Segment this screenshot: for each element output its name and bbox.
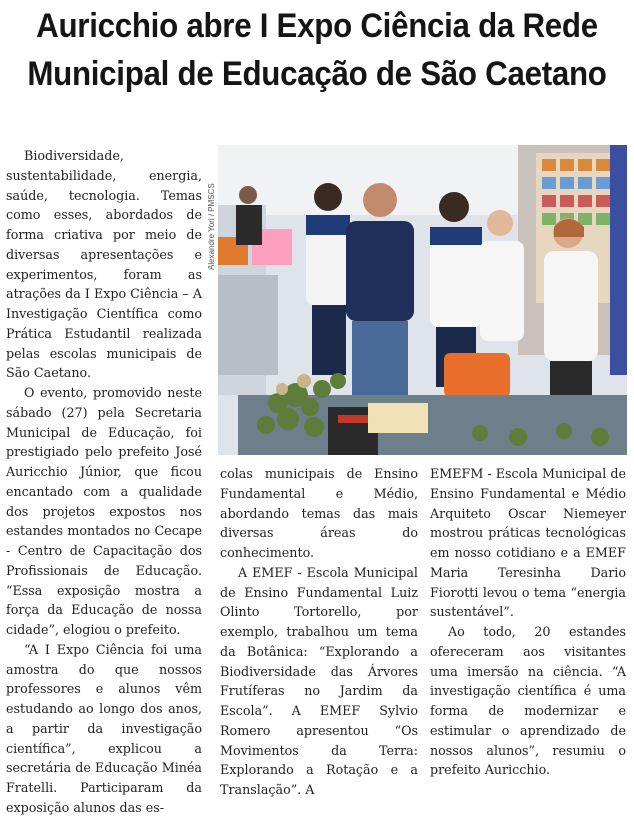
article-paragraph: O evento, promovido neste sábado (27) pela Secretaria Municipal de Educação, foi prestigiado pelo prefeito José Auricchio Júnior, que ficou encantado com a qualidade dos projetos expostos nos estandes montados no Cecape - Centro de Capacitação dos Profissionais de Educação. “Essa exposição mostra a força da Educação de nossa cidade”, elogiou o prefeito.: [6, 385, 202, 637]
photo-credit: Alexandre Yori / PMSCS: [207, 183, 216, 270]
article-column-2: [220, 464, 418, 800]
article-column-3: [430, 464, 626, 780]
article-paragraph: colas municipais de Ensino Fundamental e Médio, abordando temas das mais diversas áreas do conhecimento.: [220, 466, 418, 560]
headline: [25, 2, 608, 98]
headline-line-2: Municipal de Educação de São Caetano: [27, 55, 607, 93]
article-paragraph: Ao todo, 20 estandes ofereceram aos visitantes uma imersão na ciência. “A investigação científica é uma forma de modernizar e estimular o aprendizado de nossos alunos”, resumiu o prefeito Auricchio.: [430, 624, 626, 778]
article-paragraph: A EMEF - Escola Municipal de Ensino Fundamental Luiz Olinto Tortorello, por exemplo, trabalhou um tema da Botânica: “Explorando a Biodiversidade das Árvores Frutíferas no Jardim da Escola”. A EMEF Sylvio Romero apresentou “Os Movimentos da Terra: Explorando a Rotação e a Translação”. A: [220, 564, 418, 797]
article-column-1: [6, 146, 202, 818]
article-paragraph: Biodiversidade, sustentabilidade, energia, saúde, tecnologia. Temas como esses, abordados de forma criativa por meio de diversas apresentações e experimentos, foram as atrações da I Expo Ciência – A Investigação Científica como Prática Estudantil realizada pelas escolas municipais de São Caetano.: [6, 148, 202, 381]
article-paragraph: EMEFM - Escola Municipal de Ensino Fundamental e Médio Arquiteto Oscar Niemeyer mostrou práticas tecnológicas em nosso cotidiano e a EMEF Maria Teresinha Dario Fiorotti levou o tema “energia sustentável”.: [430, 466, 626, 620]
article-paragraph: “A I Expo Ciência foi uma amostra do que nossos professores e alunos vêm estudando ao longo dos anos, a partir da investigação científica”, explicou a secretária de Educação Minéa Fratelli. Participaram da exposição alunos das es-: [6, 641, 202, 815]
headline-line-1: Auricchio abre I Expo Ciência da Rede: [36, 7, 598, 45]
article-photo: [218, 145, 627, 455]
